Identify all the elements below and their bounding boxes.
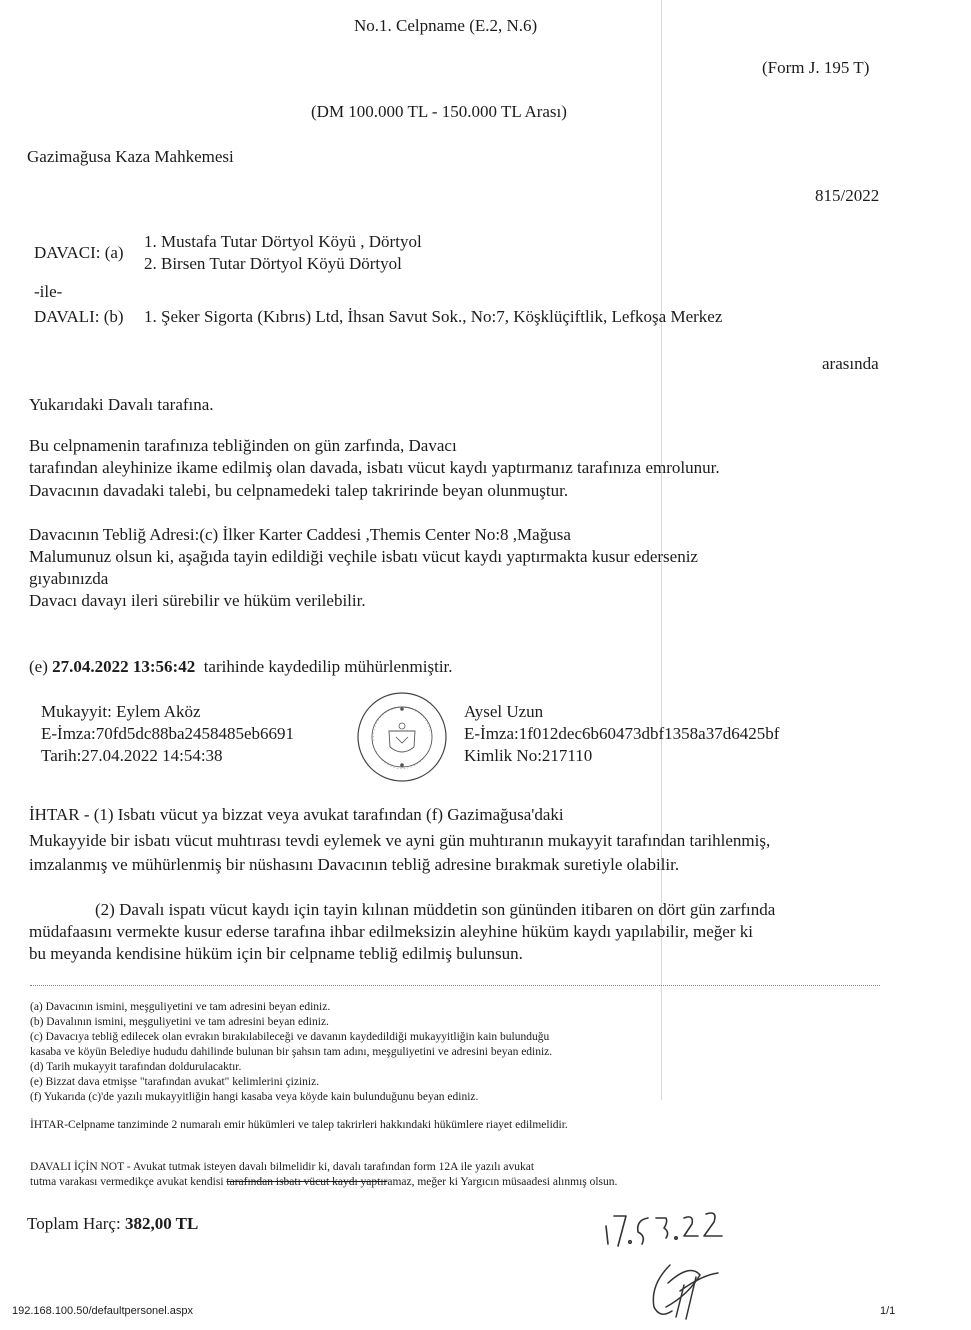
court-name: Gazimağusa Kaza Mahkemesi bbox=[27, 147, 234, 166]
para2-line2: Malumunuz olsun ki, aşağıda tayin edildiği veçhile isbatı vücut kaydı yaptırmakta kusur ederseniz bbox=[29, 547, 698, 566]
para2-line4: Davacı davayı ileri sürebilir ve hüküm verilebilir. bbox=[29, 591, 366, 610]
note2-part-b: amaz, meğer ki Yargıcın müsaadesi alınmış olsun. bbox=[387, 1176, 618, 1188]
footer-url: 192.168.100.50/defaultpersonel.aspx bbox=[12, 1305, 194, 1317]
warning2-line3: bu meyanda kendisine hüküm için bir celpname tebliğ edilmiş bulunsun. bbox=[29, 944, 523, 963]
fee-amount: 382,00 TL bbox=[124, 1214, 199, 1233]
judge-name: Aysel Uzun bbox=[464, 702, 544, 721]
ile-separator: -ile- bbox=[34, 282, 63, 301]
plaintiff-1: 1. Mustafa Tutar Dörtyol Köyü , Dörtyol bbox=[144, 232, 422, 251]
para1-line3: Davacının davadaki talebi, bu celpnamedeki talep takririnde beyan olunmuştur. bbox=[29, 481, 569, 500]
footnote-e: (e) Bizzat dava etmişse "tarafından avukat" kelimlerini çiziniz. bbox=[30, 1076, 320, 1088]
footnote-b: (b) Davalının ismini, meşguliyetini ve tam adresini beyan ediniz. bbox=[30, 1016, 329, 1028]
recorded-datetime: 27.04.2022 13:56:42 bbox=[52, 657, 196, 676]
warning2-line2: müdafaasını vermekte kusur ederse tarafına ihbar edilmeksizin aleyhine hüküm kaydı yapılabilir, meğer ki bbox=[29, 922, 753, 941]
warning1-line2: Mukayyide bir isbatı vücut muhtırası tevdi eylemek ve ayni gün muhtıranın mukayyit tarafından tarihlenmiş, bbox=[29, 831, 771, 850]
registrar-name: Mukayyit: Eylem Aköz bbox=[41, 702, 201, 721]
recorded-line bbox=[29, 656, 453, 678]
defendant-1: 1. Şeker Sigorta (Kıbrıs) Ltd, İhsan Savut Sok., No:7, Köşklüçiftlik, Lefkoşa Merkez bbox=[144, 307, 723, 326]
form-code: (Form J. 195 T) bbox=[762, 58, 870, 77]
to-defendant: Yukarıdaki Davalı tarafına. bbox=[29, 395, 214, 414]
plaintiff-label: DAVACI: (a) bbox=[34, 243, 124, 262]
footnote-d: (d) Tarih mukayyit tarafından doldurulacaktır. bbox=[30, 1061, 242, 1073]
footnote-a: (a) Davacının ismini, meşguliyetini ve tam adresini beyan ediniz. bbox=[30, 1001, 331, 1013]
note2-part-a: tutma varakası vermedikçe avukat kendisi bbox=[30, 1176, 227, 1188]
defendant-label: DAVALI: (b) bbox=[34, 307, 124, 326]
footnote-c2: kasaba ve köyün Belediye hududu dahilinde bulunan bir şahsın tam adını, meşguliyetini ve adresini beyan ediniz. bbox=[30, 1046, 553, 1058]
form-number: No.1. Celpname (E.2, N.6) bbox=[354, 16, 538, 35]
amount-range: (DM 100.000 TL - 150.000 TL Arası) bbox=[311, 102, 567, 121]
footnote-ihtar: İHTAR-Celpname tanziminde 2 numaralı emir hükümleri ve talep takrirleri hakkındaki hükümlere riayet edilmelidir. bbox=[30, 1119, 568, 1131]
warning2-line1: (2) Davalı ispatı vücut kaydı için tayin kılınan müddetin son gününden itibaren on dört gün zarfında bbox=[95, 900, 776, 919]
judge-esign: E-İmza:1f012dec6b60473dbf1358a37d6425bf bbox=[464, 724, 780, 743]
warning1-line1: İHTAR - (1) Isbatı vücut ya bizzat veya avukat tarafından (f) Gazimağusa'daki bbox=[29, 805, 564, 824]
total-fee bbox=[27, 1213, 198, 1235]
defendant-note-line1: DAVALI İÇİN NOT - Avukat tutmak isteyen davalı bilmelidir ki, davalı tarafından form 12A ile yazılı avukat bbox=[30, 1161, 535, 1173]
registrar-esign: E-İmza:70fd5dc88ba2458485eb6691 bbox=[41, 724, 295, 743]
para1-line2: tarafından aleyhinize ikame edilmiş olan davada, isbatı vücut kaydı yaptırmanız tarafınıza emrolunur. bbox=[29, 458, 720, 477]
divider bbox=[30, 985, 880, 986]
recorded-prefix: (e) bbox=[29, 657, 48, 676]
footnote-c1: (c) Davacıya tebliğ edilecek olan evrakın bırakılabileceği ve davanın kaydedildiği mukayyitliğin kain bulunduğu bbox=[30, 1031, 550, 1043]
case-number: 815/2022 bbox=[815, 186, 880, 205]
para2-line3: gıyabınızda bbox=[29, 569, 109, 588]
warning1-line3: imzalanmış ve mühürlenmiş bir nüshasını Davacının tebliğ adresine bırakmak suretiyle olabilir. bbox=[29, 855, 680, 874]
plaintiff-2: 2. Birsen Tutar Dörtyol Köyü Dörtyol bbox=[144, 254, 402, 273]
note2-struck: tarafından isbatı vücut kaydı yaptır bbox=[226, 1176, 388, 1188]
handwritten-date bbox=[598, 1196, 748, 1261]
handwritten-signature bbox=[640, 1255, 730, 1330]
fee-label: Toplam Harç: bbox=[27, 1214, 121, 1233]
para1-line1: Bu celpnamenin tarafınıza tebliğinden on gün zarfında, Davacı bbox=[29, 436, 457, 455]
para2-line1: Davacının Tebliğ Adresi:(c) İlker Karter Caddesi ,Themis Center No:8 ,Mağusa bbox=[29, 525, 571, 544]
arasinda: arasında bbox=[822, 354, 879, 373]
court-seal bbox=[356, 691, 448, 788]
footnote-f: (f) Yukarıda (c)'de yazılı mukayyitliğin hangi kasaba veya köyde kain bulunduğunu beyan ediniz. bbox=[30, 1091, 479, 1103]
defendant-note-line2 bbox=[30, 1175, 617, 1190]
registrar-date: Tarih:27.04.2022 14:54:38 bbox=[41, 746, 223, 765]
judge-id: Kimlik No:217110 bbox=[464, 746, 593, 765]
footer-page: 1/1 bbox=[880, 1305, 896, 1317]
recorded-suffix: tarihinde kaydedilip mühürlenmiştir. bbox=[203, 657, 453, 676]
